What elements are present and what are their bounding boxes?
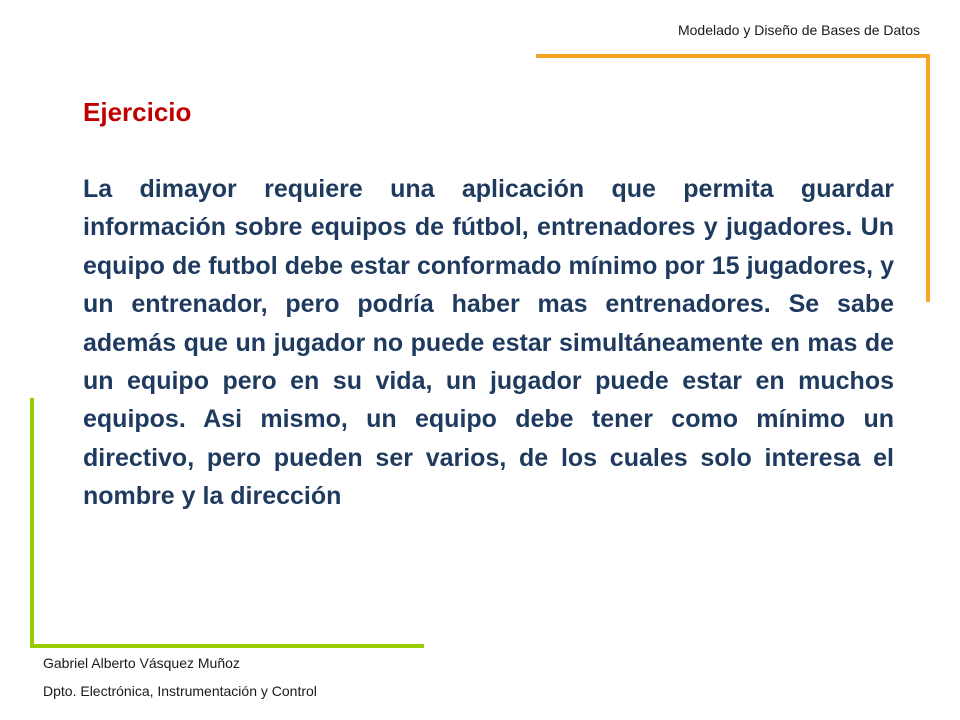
footer-department: Dpto. Electrónica, Instrumentación y Control: [43, 683, 317, 699]
slide-content: [83, 94, 894, 516]
green-accent-line-horizontal: [30, 644, 424, 648]
course-title: Modelado y Diseño de Bases de Datos: [677, 22, 920, 38]
green-accent-line-vertical: [30, 398, 34, 648]
footer-author: Gabriel Alberto Vásquez Muñoz: [43, 655, 240, 671]
slide-body-text: La dimayor requiere una aplicación que permita guardar información sobre equipos de fútbol, entrenadores y jugadores. Un equipo de futbol debe estar conformado mínimo por 15 jugadores, y un entrenador, pero podría haber mas entrenadores. Se sabe además que un jugador no puede estar simultáneamente en mas de un equipo pero en su vida, un jugador puede estar en muchos equipos. Asi mismo, un equipo debe tener como mínimo un directivo, pero pueden ser varios, de los cuales solo interesa el nombre y la dirección: [83, 175, 894, 511]
orange-accent-line-vertical: [926, 54, 930, 302]
orange-accent-line-horizontal: [536, 54, 930, 58]
slide-heading: Ejercicio: [83, 97, 192, 127]
